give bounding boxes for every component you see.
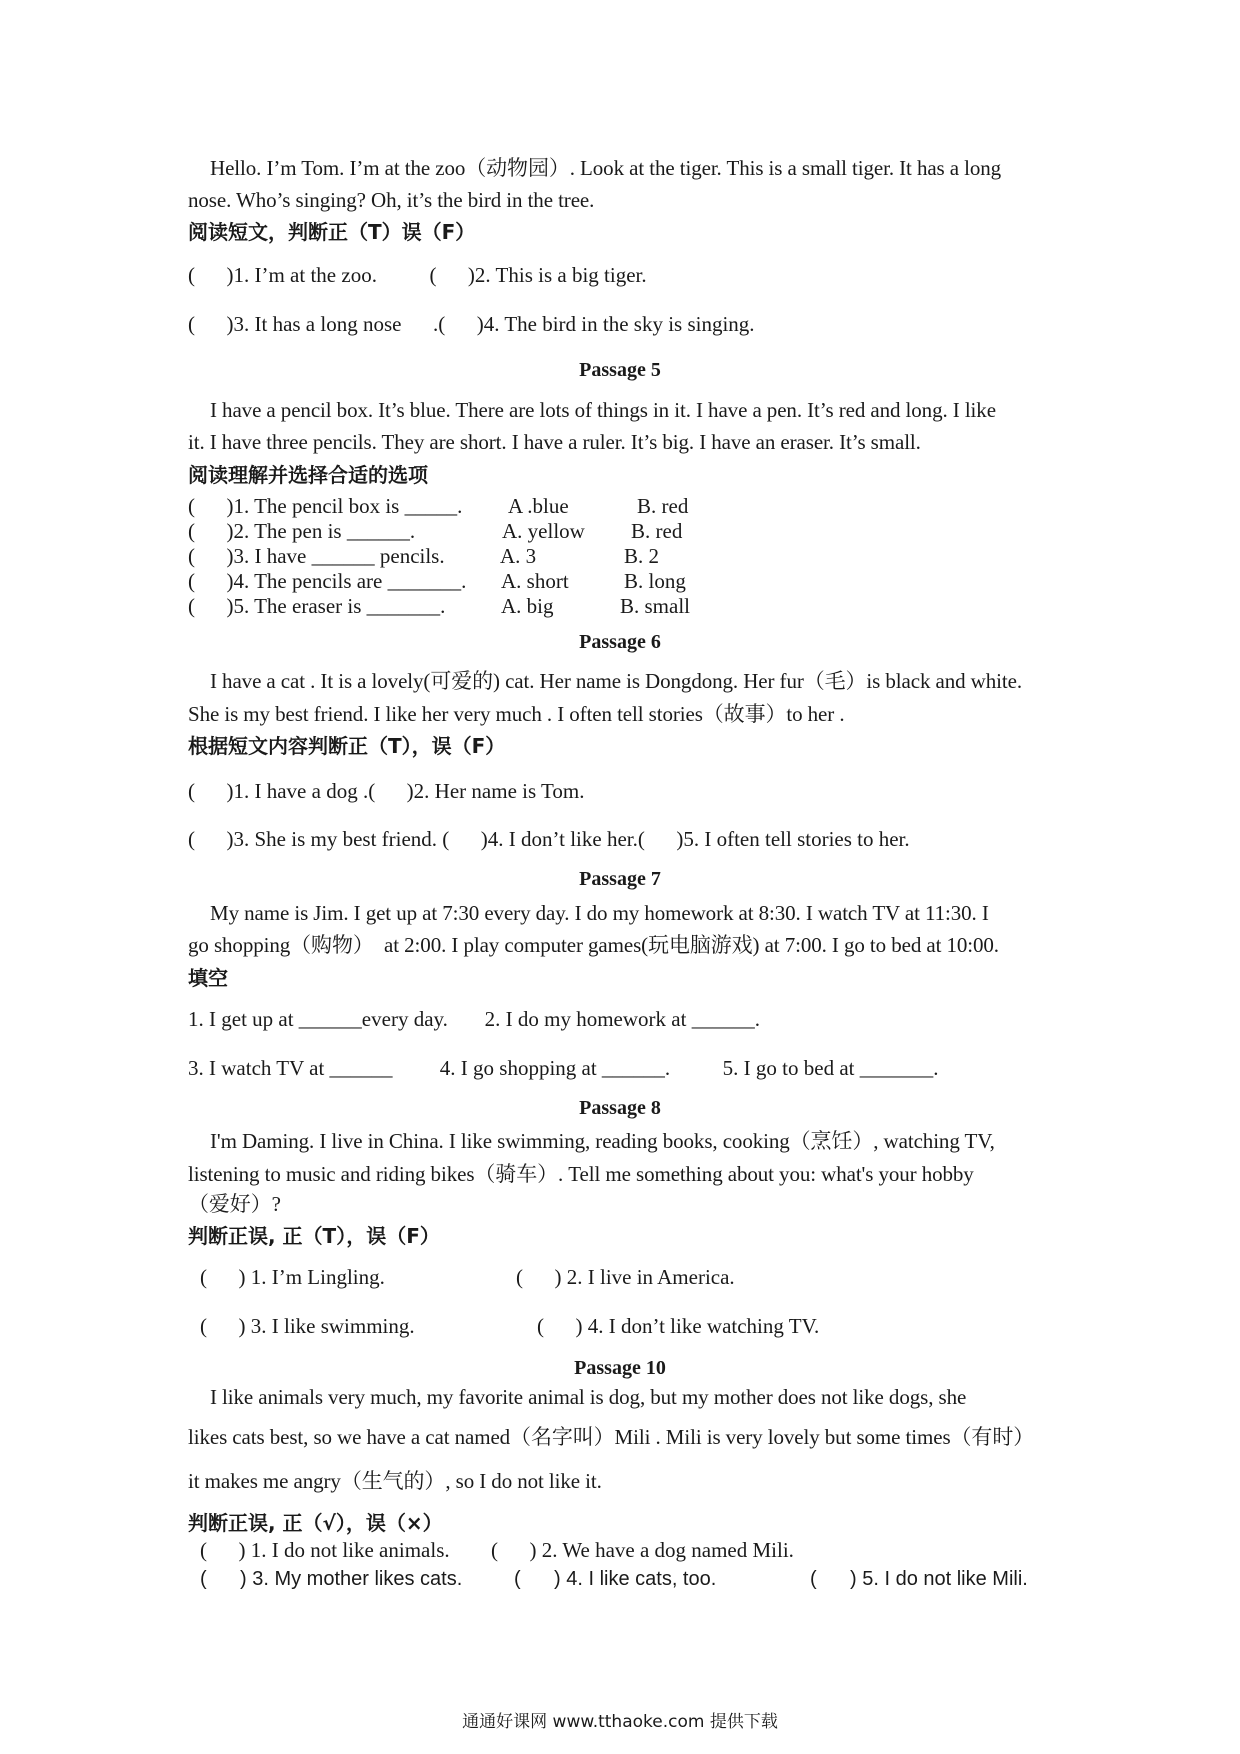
p5-q2-option-a: A. yellow — [502, 519, 585, 543]
p5-q1-option-b: B. red — [637, 494, 689, 518]
p7-text-line-1: My name is Jim. I get up at 7:30 every day. I do my homework at 8:30. I watch TV at 11:30. I — [210, 901, 989, 925]
p5-instruction: 阅读理解并选择合适的选项 — [188, 463, 428, 487]
p5-text-line-2: it. I have three pencils. They are short. I have a ruler. It’s big. I have an eraser. It’s small. — [188, 430, 921, 454]
p10-question-1: ( ) 1. I do not like animals. — [200, 1538, 450, 1562]
p5-question-5: ( )5. The eraser is _______. — [188, 594, 446, 618]
p8-question-4: ( ) 4. I don’t like watching TV. — [537, 1314, 820, 1338]
p8-question-3: ( ) 3. I like swimming. — [200, 1314, 415, 1338]
p10-text-line-3: it makes me angry（生气的）, so I do not like it. — [188, 1469, 602, 1493]
p5-question-3: ( )3. I have ______ pencils. — [188, 544, 445, 568]
p10-text-line-1: I like animals very much, my favorite animal is dog, but my mother does not like dogs, she — [210, 1385, 967, 1409]
p10-instruction: 判断正误, 正（√），误（×） — [188, 1511, 443, 1535]
p5-q5-option-a: A. big — [501, 594, 554, 618]
p5-q3-option-a: A. 3 — [500, 544, 537, 568]
p6-question-row-1: ( )1. I have a dog .( )2. Her name is Tom. — [188, 779, 585, 803]
p8-title: Passage 8 — [579, 1097, 661, 1119]
p8-question-2: ( ) 2. I live in America. — [516, 1265, 735, 1289]
p7-instruction: 填空 — [188, 966, 228, 990]
p5-question-4: ( )4. The pencils are _______. — [188, 569, 467, 593]
p4-question-row-2: ( )3. It has a long nose .( )4. The bird in the sky is singing. — [188, 312, 755, 336]
p5-q3-option-b: B. 2 — [624, 544, 660, 568]
p6-instruction: 根据短文内容判断正（T），误（F） — [188, 734, 506, 758]
p5-q1-option-a: A .blue — [508, 494, 569, 518]
p8-text-line-1: I'm Daming. I live in China. I like swimming, reading books, cooking（烹饪）, watching TV, — [210, 1129, 995, 1153]
p5-q4-option-b: B. long — [624, 569, 686, 593]
p6-text-line-1: I have a cat . It is a lovely(可爱的) cat. Her name is Dongdong. Her fur（毛）is black and white. — [210, 669, 1022, 693]
p10-title: Passage 10 — [574, 1357, 666, 1379]
p10-question-5: ( ) 5. I do not like Mili. — [810, 1568, 1028, 1590]
p8-instruction: 判断正误, 正（T），误（F） — [188, 1224, 440, 1248]
p8-question-1: ( ) 1. I’m Lingling. — [200, 1265, 385, 1289]
p4-question-row-1: ( )1. I’m at the zoo. ( )2. This is a big tiger. — [188, 263, 647, 287]
p5-text-line-1: I have a pencil box. It’s blue. There are lots of things in it. I have a pen. It’s red and long. I like — [210, 398, 996, 422]
p5-question-2: ( )2. The pen is ______. — [188, 519, 416, 543]
p7-question-row-2: 3. I watch TV at ______ 4. I go shopping at ______. 5. I go to bed at _______. — [188, 1056, 939, 1080]
p4-text-line-1: Hello. I’m Tom. I’m at the zoo（动物园）. Look at the tiger. This is a small tiger. It has a long — [210, 156, 1002, 180]
p8-text-line-3: （爱好）? — [188, 1192, 281, 1216]
p10-question-3: ( ) 3. My mother likes cats. — [200, 1568, 463, 1590]
p5-title: Passage 5 — [579, 359, 661, 381]
p5-question-1: ( )1. The pencil box is _____. — [188, 494, 463, 518]
p4-instruction: 阅读短文，判断正（T）误（F） — [188, 220, 476, 244]
p5-q5-option-b: B. small — [620, 594, 691, 618]
p10-text-line-2: likes cats best, so we have a cat named（名字叫）Mili . Mili is very lovely but some times（有时） — [188, 1425, 1035, 1449]
p5-q4-option-a: A. short — [501, 569, 569, 593]
p7-question-row-1: 1. I get up at ______every day. 2. I do my homework at ______. — [188, 1007, 760, 1031]
p7-title: Passage 7 — [579, 868, 661, 890]
p6-title: Passage 6 — [579, 631, 661, 653]
p10-question-4: ( ) 4. I like cats, too. — [514, 1568, 717, 1590]
p6-text-line-2: She is my best friend. I like her very much . I often tell stories（故事）to her . — [188, 702, 845, 726]
p4-text-line-2: nose. Who’s singing? Oh, it’s the bird in the tree. — [188, 188, 595, 212]
p5-q2-option-b: B. red — [631, 519, 683, 543]
p7-text-line-2: go shopping（购物） at 2:00. I play computer games(玩电脑游戏) at 7:00. I go to bed at 10:00. — [188, 933, 999, 957]
p6-question-row-2: ( )3. She is my best friend. ( )4. I don’t like her.( )5. I often tell stories to her. — [188, 827, 910, 851]
p8-text-line-2: listening to music and riding bikes（骑车）. Tell me something about you: what's your hobby — [188, 1162, 974, 1186]
footer-download-note: 通通好课网 www.tthaoke.com 提供下载 — [462, 1712, 778, 1732]
p10-question-2: ( ) 2. We have a dog named Mili. — [491, 1538, 794, 1562]
